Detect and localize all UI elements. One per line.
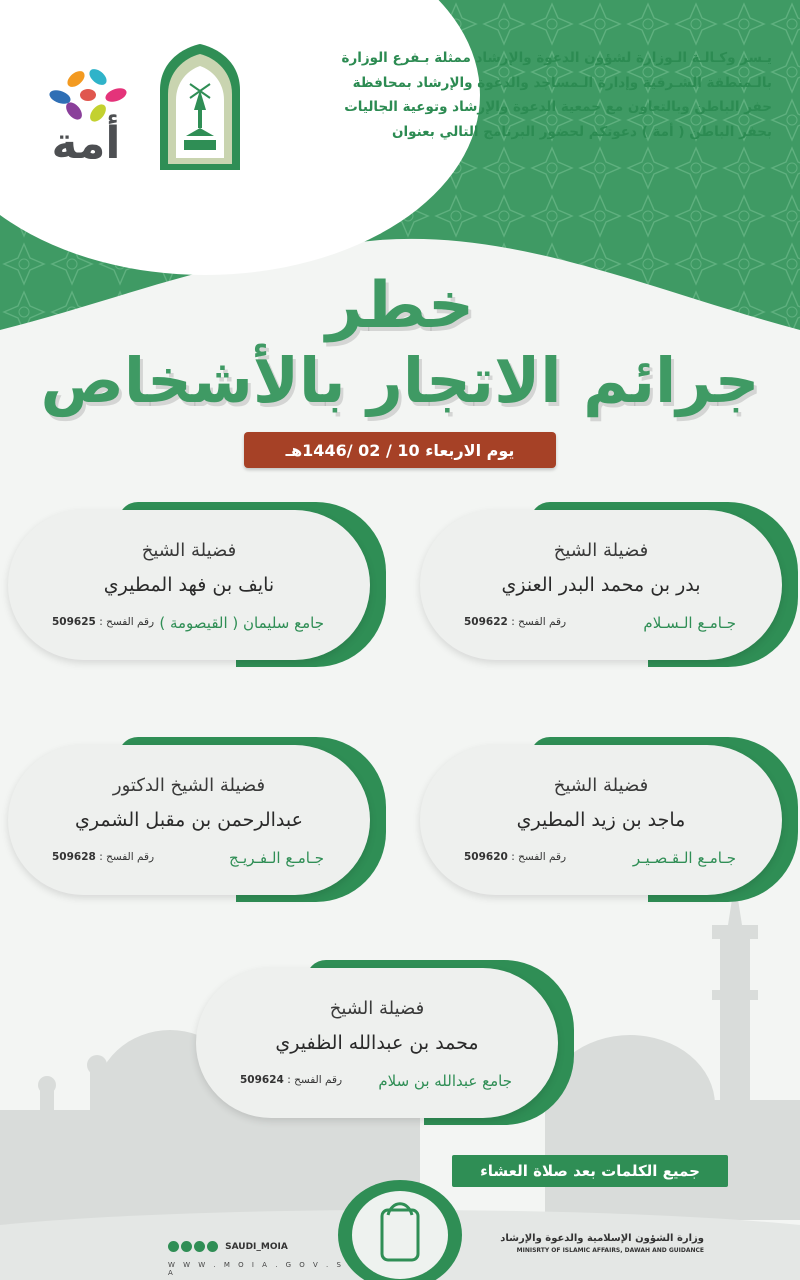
title-block (0, 268, 800, 418)
speaker-name: بدر بن محمد البدر العنزي (501, 574, 701, 596)
website-link[interactable]: W W W . M O I A . G O V . S A (168, 1261, 344, 1277)
speaker-card (8, 745, 380, 895)
social-handle[interactable]: SAUDI_MOIA (225, 1241, 288, 1252)
title-line-2: جرائم الاتجار بالأشخاص (40, 344, 760, 417)
speaker-title: فضيلة الشيخ (553, 540, 649, 561)
title-line-1: خطر (325, 269, 475, 343)
permit-number: رقم الفسح : 509625 (52, 616, 155, 628)
mosque-name: جـامـع الـفـريـج (228, 849, 324, 867)
permit-number: رقم الفسح : 509620 (464, 851, 567, 863)
date-badge: يوم الاربعاء 10 / 02 /1446هـ (244, 432, 556, 468)
mosque-name: جامع سليمان ( القيصومة ) (159, 614, 324, 632)
ministry-name-en: MINISRTY OF ISLAMIC AFFAIRS, DAWAH AND GUIDANCE (516, 1247, 704, 1254)
permit-number: رقم الفسح : 509622 (464, 616, 567, 628)
speaker-card (420, 745, 792, 895)
speaker-name: ماجد بن زيد المطيري (516, 809, 686, 831)
omma-logo-text: أمة (51, 118, 121, 169)
ministry-footer (464, 1232, 704, 1256)
social-footer (168, 1236, 348, 1277)
speaker-card (196, 968, 568, 1118)
mosque-name: جـامـع الـسـلام (643, 614, 736, 632)
mosque-name: جامع عبدالله بن سلام (378, 1072, 512, 1090)
speaker-title: فضيلة الشيخ الدكتور (112, 775, 266, 796)
youtube-icon[interactable] (194, 1241, 205, 1252)
speaker-title: فضيلة الشيخ (141, 540, 237, 561)
speaker-name: نايف بن فهد المطيري (103, 574, 275, 596)
speaker-name: عبدالرحمن بن مقبل الشمري (75, 809, 303, 831)
speaker-title: فضيلة الشيخ (329, 998, 425, 1019)
ministry-emblem-icon (154, 40, 246, 174)
intro-line: بالـمنطقة الشـرقية وإدارة الـمساجد والدعوة والإرشاد بمحافظة (352, 74, 772, 91)
permit-number: رقم الفسح : 509624 (240, 1074, 343, 1086)
instagram-icon[interactable] (181, 1241, 192, 1252)
intro-line: حفر الباطن وبالتعاون مع جمعية الدعوة والإرشاد وتوعية الجاليات (344, 99, 772, 115)
intro-line: يـسر وكـالـة الـوزارة لشؤون الدعوة والإرشاد ممثلة بـفرع الوزارة (341, 50, 772, 66)
speaker-card (8, 510, 380, 660)
intro-line: بحفر الباطن ( أمة ) دعوتكم لحضور البرنامج التالي بعنوان (392, 123, 772, 140)
twitter-icon[interactable] (168, 1241, 179, 1252)
ministry-name-ar: وزارة الشؤون الإسلامية والدعوة والإرشاد (500, 1233, 704, 1244)
permit-number: رقم الفسح : 509628 (52, 851, 155, 863)
speaker-title: فضيلة الشيخ (553, 775, 649, 796)
speaker-card (420, 510, 792, 660)
intro-text (302, 46, 772, 144)
schedule-note: جميع الكلمات بعد صلاة العشاء (452, 1155, 728, 1187)
speaker-name: محمد بن عبدالله الظفيري (275, 1032, 479, 1054)
facebook-icon[interactable] (207, 1241, 218, 1252)
mosque-name: جـامـع الـقـصـيـر (632, 849, 736, 867)
